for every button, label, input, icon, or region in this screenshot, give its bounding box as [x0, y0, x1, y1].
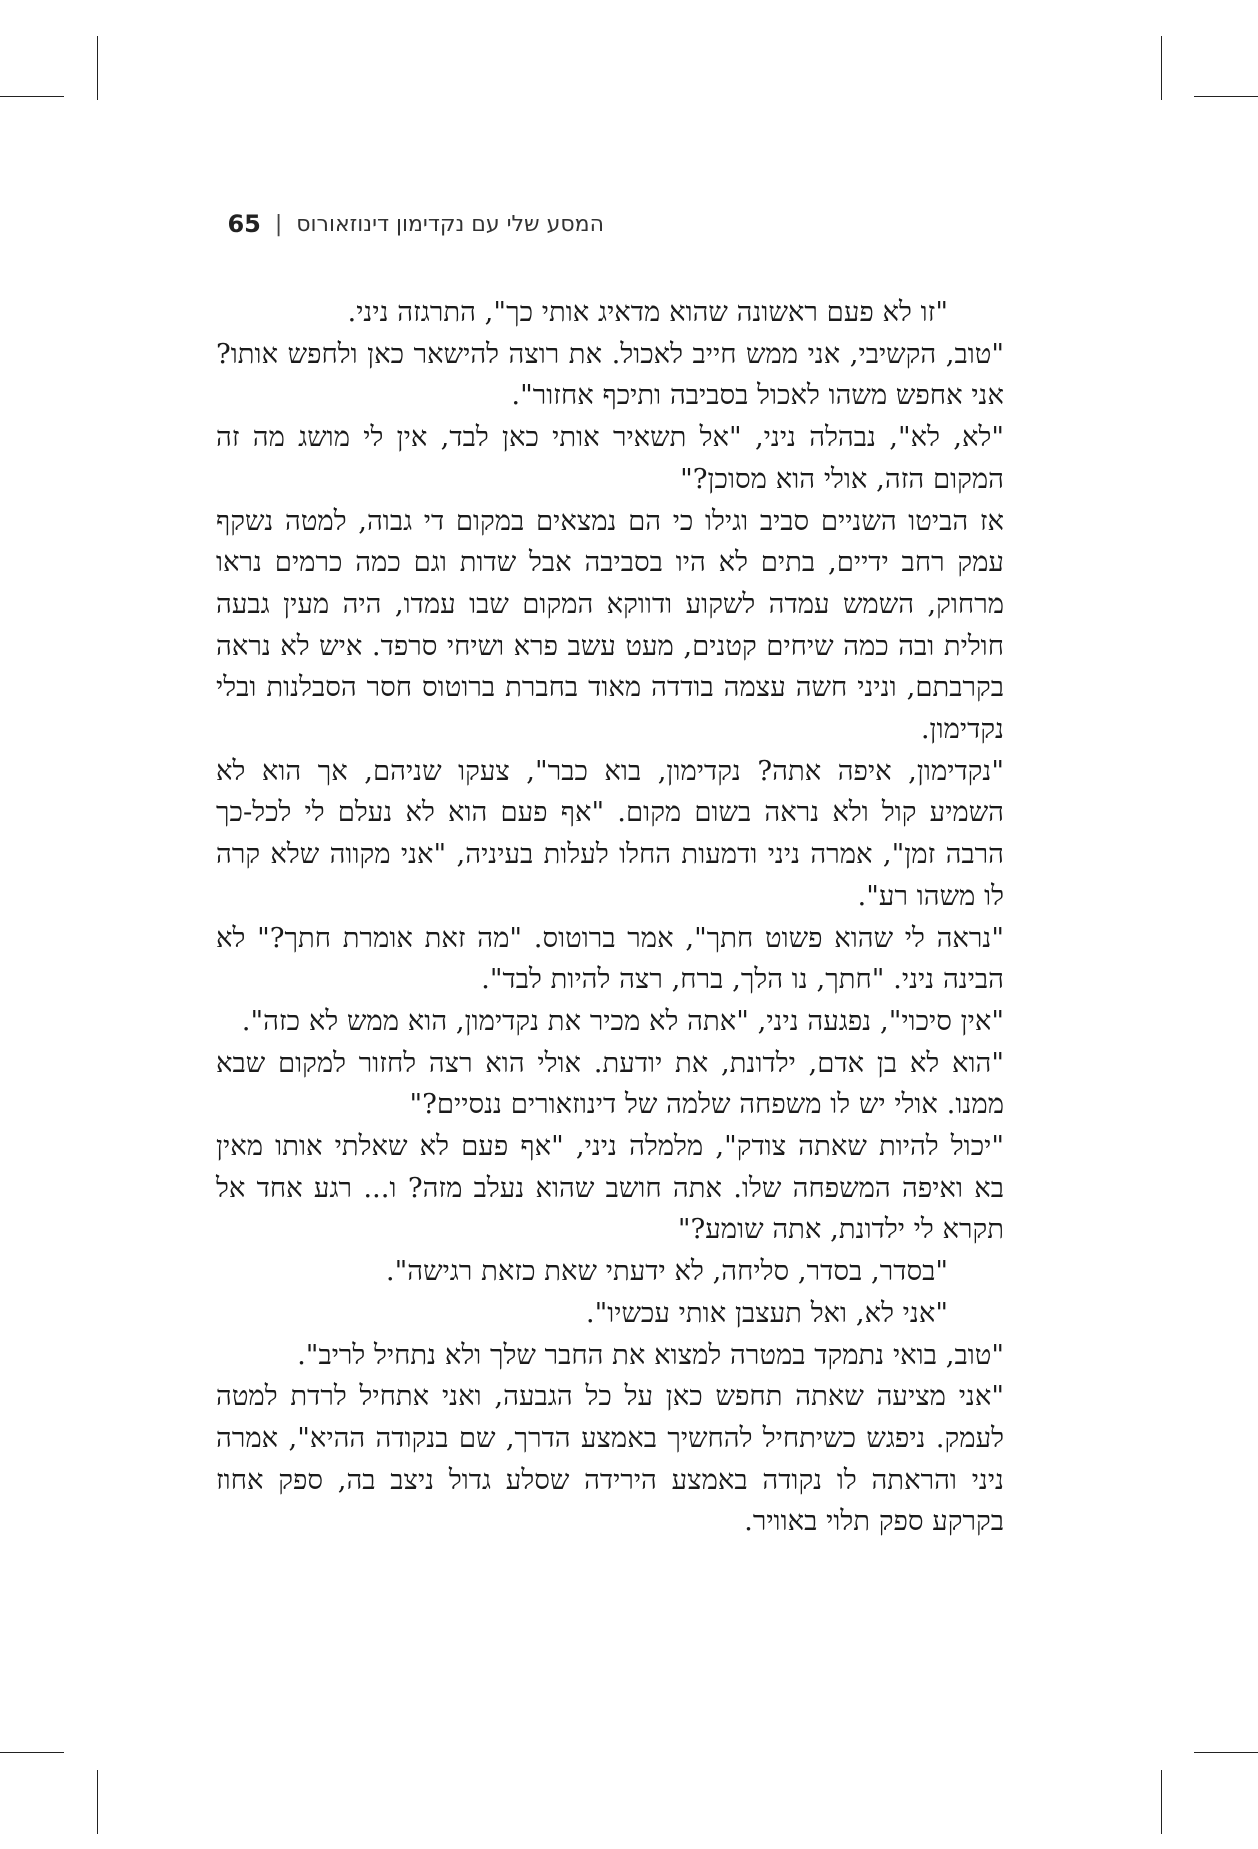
paragraph: "הוא לא בן אדם, ילדונת, את יודעת. אולי הוא רצה לחזור למקום שבא ממנו. אולי יש לו משפחה שלמה של דינוזאורים ננסיים?": [216, 1046, 1004, 1121]
book-title: המסע שלי עם נקדימון דינוזאורוס: [296, 211, 604, 237]
paragraph: "טוב, הקשיבי, אני ממש חייב לאכול. את רוצה להישאר כאן ולחפש אותו? אני אחפש משהו לאכול בסביבה ותיכף אחזור".: [216, 337, 1004, 412]
paragraph: אז הביטו השניים סביב וגילו כי הם נמצאים במקום די גבוה, למטה נשקף עמק רחב ידיים, בתים לא היו בסביבה אבל שדות וגם כמה כרמים נראו מרחוק, השמש עמדה לשקוע ודווקא המקום שבו עמדו, היה מעין גבעה חולית ובה כמה שיחים קטנים, מעט עשב פרא ושיחי סרפד. איש לא נראה בקרבתם, וניני חשה עצמה בודדה מאוד בחברת ברוטוס חסר הסבלנות ובלי נקדימון.: [216, 504, 1004, 746]
crop-mark: [97, 36, 98, 100]
crop-mark: [1194, 96, 1258, 97]
crop-mark: [1161, 1770, 1162, 1834]
paragraph: "אין סיכוי", נפגעה ניני, "אתה לא מכיר את נקדימון, הוא ממש לא כזה".: [241, 1004, 1004, 1037]
header-separator: |: [274, 211, 283, 237]
paragraph: "טוב, בואי נתמקד במטרה למצוא את החבר שלך ולא נתחיל לריב".: [297, 1338, 1004, 1371]
paragraph: "נקדימון, איפה אתה? נקדימון, בוא כבר", צעקו שניהם, אך הוא לא השמיע קול ולא נראה בשום מקום. "אף פעם הוא לא נעלם לי לכל-כך הרבה זמן", אמרה ניני ודמעות החלו לעלות בעיניה, "אני מקווה שלא קרה לו משהו רע".: [216, 754, 1004, 912]
paragraph: "זו לא פעם ראשונה שהוא מדאיג אותי כך", התרגזה ניני.: [347, 296, 948, 328]
crop-mark: [0, 1752, 64, 1753]
crop-mark: [1161, 36, 1162, 100]
paragraph: "אני לא, ואל תעצבן אותי עכשיו".: [585, 1296, 948, 1329]
paragraph: "בסדר, בסדר, סליחה, לא ידעתי שאת כזאת רגישה".: [385, 1255, 948, 1288]
crop-mark: [1194, 1752, 1258, 1753]
paragraph: "נראה לי שהוא פשוט חתך", אמר ברוטוס. "מה זאת אומרת חתך?" לא הבינה ניני. "חתך, נו הלך, ברח, רצה להיות לבד".: [216, 921, 1004, 996]
page-number: 65: [227, 210, 261, 238]
body-text: [216, 292, 1004, 1543]
crop-mark: [0, 96, 64, 97]
paragraph: "לא, לא", נבהלה ניני, "אל תשאיר אותי כאן לבד, אין לי מושג מה זה המקום הזה, אולי הוא מסוכן?": [216, 421, 1004, 495]
paragraph: "יכול להיות שאתה צודק", מלמלה ניני, "אף פעם לא שאלתי אותו מאין בא ואיפה המשפחה שלו. אתה חושב שהוא נעלב מזה? ו... רגע אחד אל תקרא לי ילדונת, אתה שומע?": [216, 1130, 1004, 1246]
paragraph: "אני מציעה שאתה תחפש כאן על כל הגבעה, ואני אתחיל לרדת למטה לעמק. ניפגש כשיתחיל להחשיך באמצע הדרך, שם בנקודה ההיא", אמרה ניני והראתה לו נקודה באמצע הירידה שסלע גדול ניצב בה, ספק אחוז בקרקע ספק תלוי באוויר.: [216, 1380, 1004, 1538]
running-header: [212, 206, 604, 242]
crop-mark: [97, 1770, 98, 1834]
